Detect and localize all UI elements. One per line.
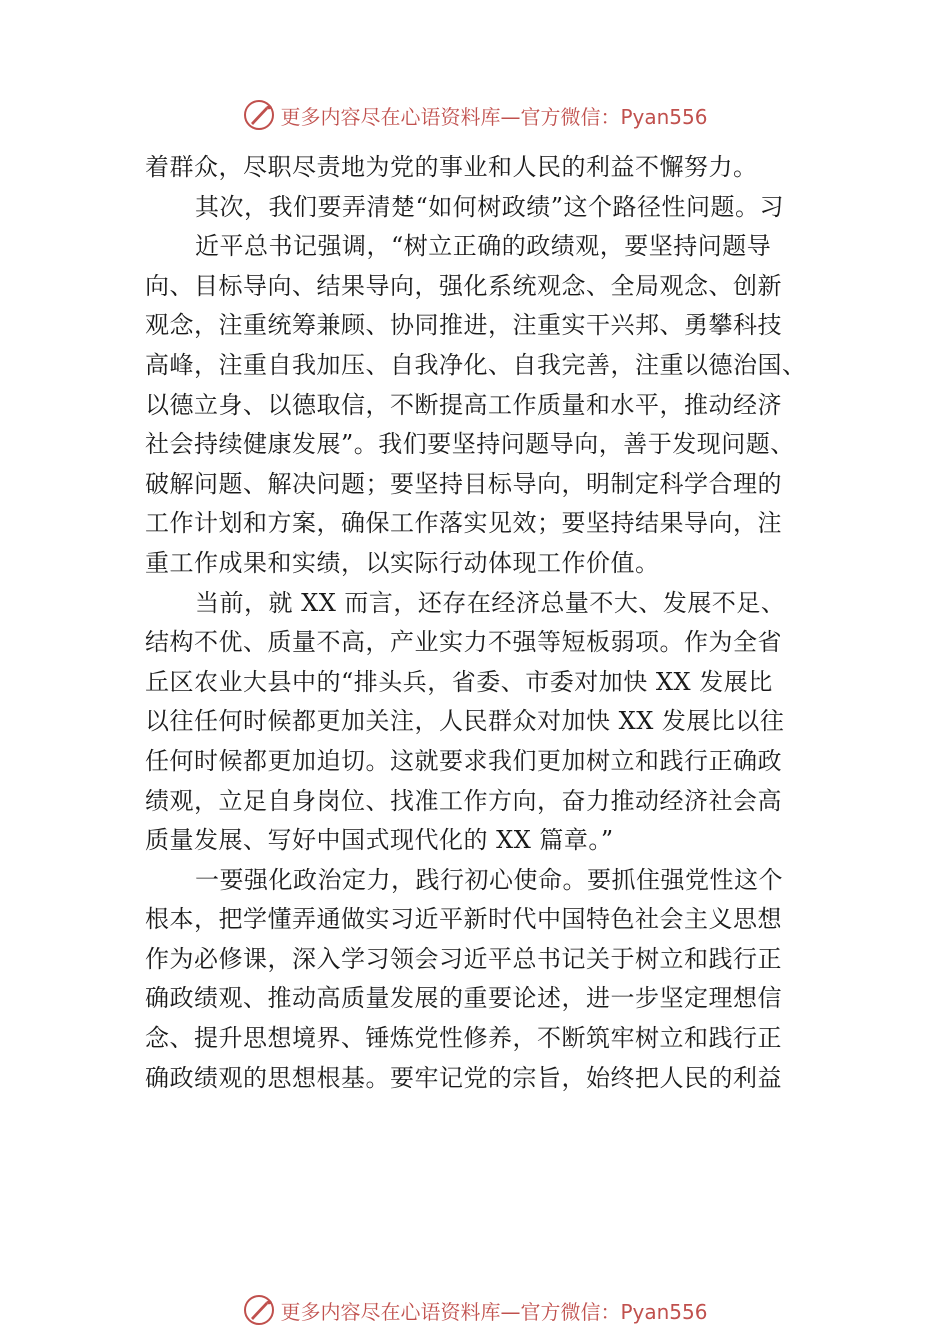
- text-line: 工作计划和方案，确保工作落实见效；要坚持结果导向，注: [145, 509, 782, 538]
- text-line: 确政绩观、推动高质量发展的重要论述，进一步坚定理想信: [145, 984, 782, 1013]
- text-line: 近平总书记强调，“树立正确的政绩观，要坚持问题导: [195, 232, 772, 261]
- text-line: 任何时候都更加迫切。这就要求我们更加树立和践行正确政: [145, 746, 782, 775]
- text-line: 高峰，注重自我加压、自我净化、自我完善，注重以德治国、: [145, 350, 807, 379]
- footer-banner-inner: [242, 1293, 707, 1327]
- text-line: 念、提升思想境界、锤炼党性修养，不断筑牢树立和践行正: [145, 1024, 782, 1053]
- text-line: 社会持续健康发展”。我们要坚持问题导向，善于发现问题、: [145, 430, 795, 459]
- text-line: 以德立身、以德取信，不断提高工作质量和水平，推动经济: [145, 390, 782, 419]
- text-line: 重工作成果和实绩，以实际行动体现工作价值。: [145, 548, 660, 577]
- header-banner-inner: [242, 98, 707, 132]
- footer-banner-text: 更多内容尽在心语资料库—官方微信：Pyan556: [280, 1299, 708, 1324]
- quill-logo-icon: [242, 98, 276, 132]
- text-line: 结构不优、质量不高，产业实力不强等短板弱项。作为全省: [145, 628, 782, 657]
- text-line: 绩观，立足自身岗位、找准工作方向，奋力推动经济社会高: [145, 786, 782, 815]
- footer-banner: [0, 1290, 950, 1330]
- text-line: 质量发展、写好中国式现代化的 XX 篇章。”: [145, 826, 614, 855]
- text-line: 作为必修课，深入学习领会习近平总书记关于树立和践行正: [145, 944, 782, 973]
- header-banner-text: 更多内容尽在心语资料库—官方微信：Pyan556: [280, 104, 708, 129]
- text-line: 一要强化政治定力，践行初心使命。要抓住强党性这个: [195, 865, 783, 894]
- text-line: 破解问题、解决问题；要坚持目标导向，明制定科学合理的: [145, 469, 782, 498]
- text-line: 着群众，尽职尽责地为党的事业和人民的利益不懈努力。: [145, 153, 758, 181]
- text-line: 根本，把学懂弄通做实习近平新时代中国特色社会主义思想: [145, 905, 782, 934]
- text-line: 当前，就 XX 而言，还存在经济总量不大、发展不足、: [195, 588, 786, 617]
- text-line: 观念，注重统筹兼顾、协同推进，注重实干兴邦、勇攀科技: [145, 311, 782, 340]
- document-body: [145, 148, 810, 1098]
- quill-logo-icon: [242, 1293, 276, 1327]
- header-banner: [0, 95, 950, 135]
- text-line: 确政绩观的思想根基。要牢记党的宗旨，始终把人民的利益: [145, 1063, 782, 1092]
- text-line: 以往任何时候都更加关注，人民群众对加快 XX 发展比以往: [145, 707, 785, 736]
- text-line: 向、目标导向、结果导向，强化系统观念、全局观念、创新: [145, 271, 782, 300]
- text-line: 其次，我们要弄清楚“如何树政绩”这个路径性问题。习: [195, 192, 785, 221]
- text-line: 丘区农业大县中的“排头兵，省委、市委对加快 XX 发展比: [145, 667, 773, 696]
